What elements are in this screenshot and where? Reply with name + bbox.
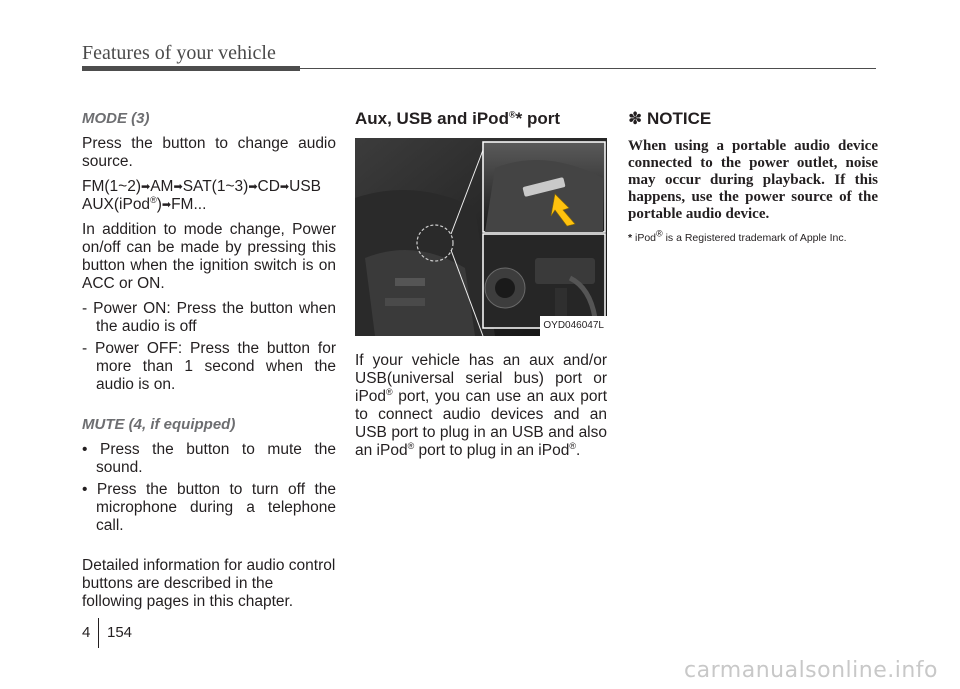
mute-bullet-2: • Press the button to turn off the microphone during a telephone call. bbox=[82, 481, 336, 534]
mode-seq-aux-end: ) bbox=[156, 196, 162, 213]
footer-divider bbox=[98, 618, 99, 648]
page-header-title: Features of your vehicle bbox=[82, 42, 276, 64]
body-part-3: port to plug in an iPod bbox=[414, 442, 570, 459]
mode-seq-usb: USB bbox=[289, 178, 322, 195]
notice-title bbox=[628, 110, 878, 128]
header-rule bbox=[82, 66, 876, 70]
mode-seq-cd: CD bbox=[257, 178, 280, 195]
mode-seq-aux: AUX(iPod bbox=[82, 196, 151, 213]
column-right bbox=[628, 110, 878, 247]
registered-mark: ® bbox=[656, 228, 663, 239]
mode-power-text: In addition to mode change, Power on/off can be made by pressing this button when the ignition switch is on ACC or ON. bbox=[82, 221, 336, 292]
mode-seq-fm: FM(1~2) bbox=[82, 178, 141, 195]
power-on-item: - Power ON: Press the button when the audio is off bbox=[82, 300, 336, 335]
watermark: carmanualsonline.info bbox=[684, 658, 938, 683]
aux-usb-port-figure bbox=[355, 138, 607, 336]
body-part-2: port, you can use an aux port to connect audio devices and an USB port to plug in an USB and also an iPod bbox=[355, 388, 607, 459]
asterisk-icon: * bbox=[628, 232, 633, 244]
trademark-ipod: iPod bbox=[632, 232, 657, 244]
registered-mark: ® bbox=[386, 386, 393, 397]
mode-heading: MODE (3) bbox=[82, 110, 150, 127]
registered-mark: ® bbox=[508, 109, 516, 120]
arrow-icon: ➡ bbox=[279, 181, 290, 193]
console-photo-illustration bbox=[355, 138, 607, 336]
power-off-item: - Power OFF: Press the button for more than 1 second when the audio is on. bbox=[82, 340, 336, 393]
notice-body: When using a portable audio device connected to the power outlet, noise may occur during playback. If this happens, use the power source of the portable audio device. bbox=[628, 138, 878, 222]
arrow-icon: ➡ bbox=[161, 199, 172, 211]
notice-star-icon: ✽ bbox=[628, 109, 643, 128]
section-title-text: Aux, USB and iPod bbox=[355, 109, 509, 128]
section-title-aux-usb-ipod bbox=[355, 110, 607, 128]
mode-seq-am: AM bbox=[150, 178, 174, 195]
mode-seq-fm-end: FM... bbox=[171, 196, 207, 213]
body-end: . bbox=[575, 442, 581, 459]
page-number: 154 bbox=[107, 624, 133, 641]
header-rule-thin bbox=[300, 68, 876, 69]
notice-title-text: NOTICE bbox=[646, 109, 712, 128]
registered-mark: ® bbox=[407, 440, 415, 451]
mode-sequence bbox=[82, 178, 336, 214]
figure-code: OYD046047L bbox=[540, 316, 607, 336]
mode-text: Press the button to change audio source. bbox=[82, 135, 336, 170]
registered-mark: ® bbox=[150, 194, 157, 205]
arrow-icon: ➡ bbox=[141, 181, 151, 193]
body-part-1: If your vehicle has an aux and/or USB(universal serial bus) port or iPod bbox=[355, 352, 607, 405]
arrow-icon: ➡ bbox=[248, 181, 258, 193]
trademark-note bbox=[628, 229, 878, 247]
section-title-suffix: * port bbox=[515, 109, 560, 128]
chapter-number: 4 bbox=[82, 624, 91, 641]
detail-text: Detailed information for audio control buttons are described in the following pages in this chapter. bbox=[82, 557, 336, 610]
mode-seq-sat: SAT(1~3) bbox=[182, 178, 249, 195]
column-middle bbox=[355, 110, 607, 467]
header-rule-thick bbox=[82, 66, 300, 71]
aux-usb-body bbox=[355, 352, 607, 460]
mute-heading: MUTE (4, if equipped) bbox=[82, 416, 236, 433]
trademark-text: is a Registered trademark of Apple Inc. bbox=[662, 232, 847, 244]
mute-bullet-1: • Press the button to mute the sound. bbox=[82, 441, 336, 476]
arrow-icon: ➡ bbox=[173, 181, 183, 193]
column-left bbox=[82, 110, 336, 618]
registered-mark: ® bbox=[569, 440, 576, 451]
page-footer bbox=[82, 624, 133, 641]
